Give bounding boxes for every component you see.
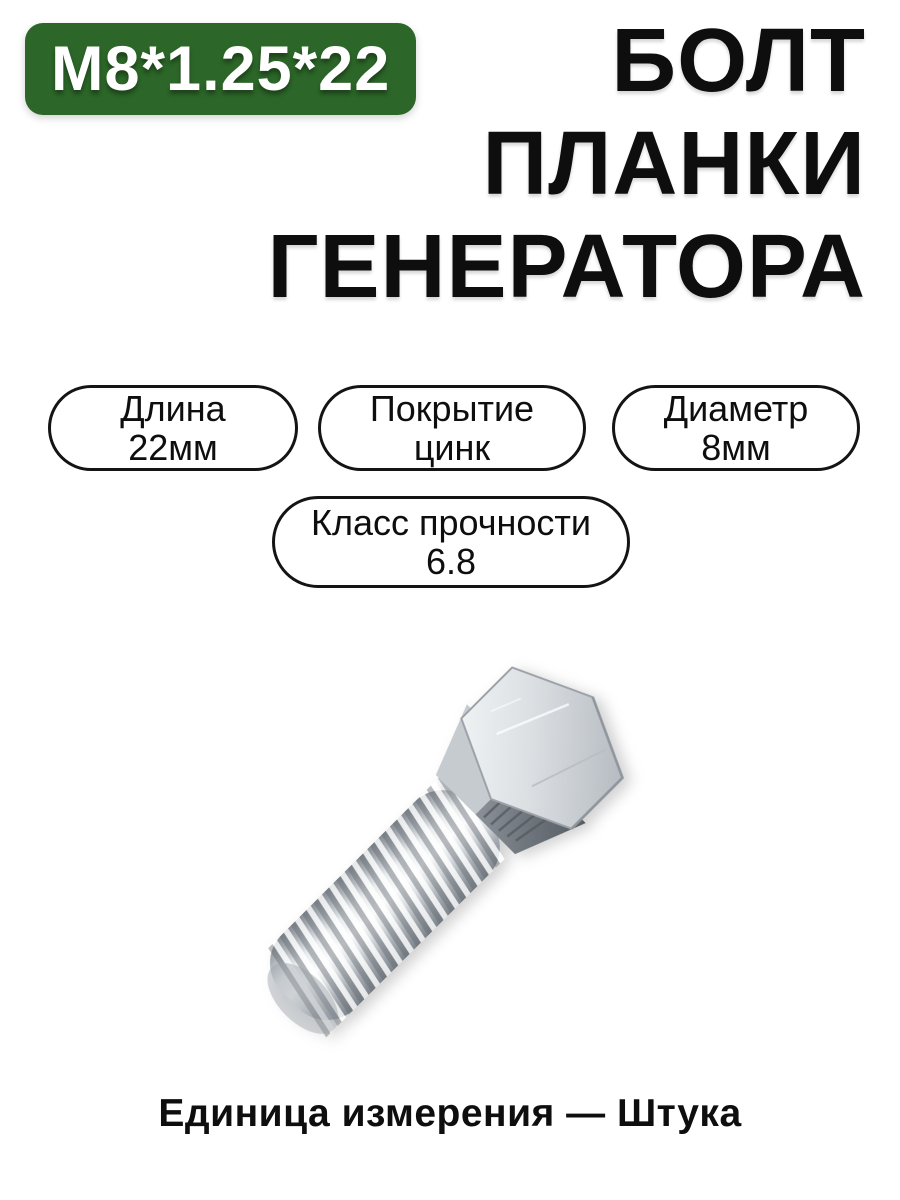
spec-pill-length xyxy=(48,385,298,471)
spec-pill-diameter xyxy=(612,385,860,471)
hex-bolt-image xyxy=(215,595,685,1065)
spec-value: 22мм xyxy=(128,427,218,468)
product-code-badge: M8*1.25*22 xyxy=(25,23,416,115)
spec-pill-coating xyxy=(318,385,586,471)
product-photo xyxy=(215,595,685,1065)
spec-name: Длина xyxy=(120,388,226,429)
unit-of-measure-text: Единица измерения — Штука xyxy=(158,1092,742,1135)
spec-name: Класс прочности xyxy=(310,502,591,543)
product-title-line-1: БОЛТ xyxy=(611,11,866,111)
spec-value: цинк xyxy=(413,427,491,468)
spec-pill-strength xyxy=(272,496,630,588)
product-title xyxy=(267,10,866,319)
spec-value: 8мм xyxy=(701,427,771,468)
spec-value: 6.8 xyxy=(425,541,477,582)
product-title-line-3: ГЕНЕРАТОРА xyxy=(267,217,866,317)
spec-name: Покрытие xyxy=(369,388,535,429)
product-title-line-2: ПЛАНКИ xyxy=(482,114,866,214)
spec-name: Диаметр xyxy=(663,388,809,429)
bolt xyxy=(221,638,652,1065)
